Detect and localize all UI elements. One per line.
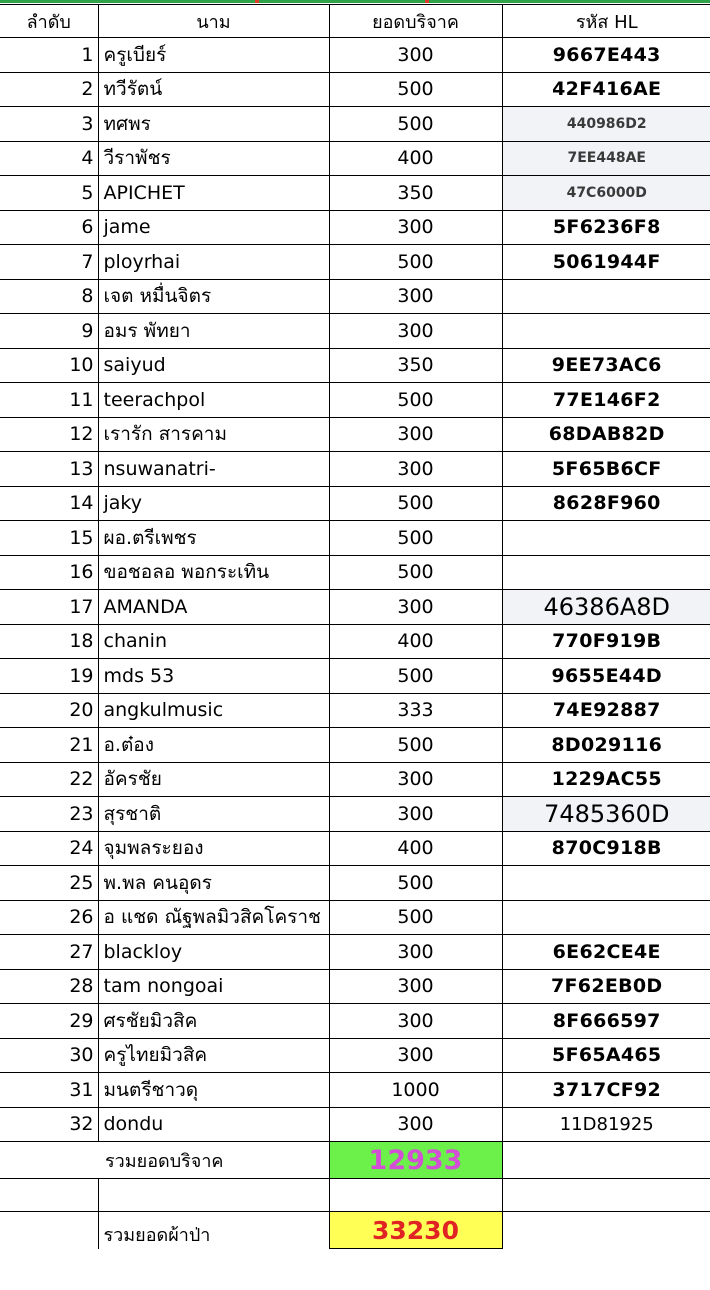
row-name: chanin [98,624,329,659]
row-code: 5061944F [502,245,710,280]
row-name: อัครชัย [98,762,329,797]
row-amount: 300 [329,762,502,797]
row-name: เจต หมื่นจิตร [98,279,329,314]
table-row [0,866,710,901]
table-row [0,383,710,418]
row-index: 20 [0,693,98,728]
row-name: dondu [98,1107,329,1142]
row-amount: 1000 [329,1073,502,1108]
row-code [502,314,710,349]
row-index: 19 [0,659,98,694]
row-code: 6E62CE4E [502,935,710,970]
row-name: ทวีรัตน์ [98,72,329,107]
row-name: APICHET [98,176,329,211]
row-code: 46386A8D [502,590,710,625]
row-index: 10 [0,348,98,383]
table-row [0,1004,710,1039]
row-amount: 300 [329,417,502,452]
row-name: สุรชาติ [98,797,329,832]
table-row [0,486,710,521]
row-amount: 300 [329,314,502,349]
row-name: จุมพลระยอง [98,831,329,866]
header-name: นาม [98,5,329,38]
empty-cell [502,1179,710,1212]
row-code: 9EE73AC6 [502,348,710,383]
row-code: 440986D2 [502,107,710,142]
top-border-mark [425,0,429,3]
row-name: อ แชด ณัฐพลมิวสิคโคราช [98,900,329,935]
table-row [0,38,710,73]
table-row [0,624,710,659]
row-amount: 300 [329,590,502,625]
donation-table [0,4,710,1249]
row-index: 32 [0,1107,98,1142]
table-row [0,762,710,797]
header-code: รหัส HL [502,5,710,38]
row-code: 47C6000D [502,176,710,211]
row-amount: 400 [329,141,502,176]
row-index: 8 [0,279,98,314]
table-row [0,728,710,763]
row-name: saiyud [98,348,329,383]
table-row [0,314,710,349]
row-name: tam nongoai [98,969,329,1004]
table-row [0,831,710,866]
row-amount: 500 [329,486,502,521]
row-name: อมร พัทยา [98,314,329,349]
row-code: 5F65B6CF [502,452,710,487]
table-row [0,693,710,728]
row-amount: 350 [329,348,502,383]
row-code: 68DAB82D [502,417,710,452]
row-name: blackloy [98,935,329,970]
row-code: 8D029116 [502,728,710,763]
row-name: jaky [98,486,329,521]
row-index: 12 [0,417,98,452]
row-name: ขอชอลอ พอกระเทิน [98,555,329,590]
row-name: ployrhai [98,245,329,280]
row-index: 9 [0,314,98,349]
row-index: 27 [0,935,98,970]
row-index: 17 [0,590,98,625]
header-row [0,5,710,38]
row-index: 1 [0,38,98,73]
row-amount: 500 [329,72,502,107]
row-name: ศรชัยมิวสิค [98,1004,329,1039]
row-name: วีราพัชร [98,141,329,176]
row-code [502,900,710,935]
row-code: 9655E44D [502,659,710,694]
row-code: 8F666597 [502,1004,710,1039]
row-index: 4 [0,141,98,176]
table-row [0,417,710,452]
table-row [0,1038,710,1073]
table-row [0,1073,710,1108]
empty-cell [0,1212,98,1249]
table-row [0,797,710,832]
row-amount: 300 [329,452,502,487]
row-index: 31 [0,1073,98,1108]
row-index: 11 [0,383,98,418]
row-amount: 400 [329,831,502,866]
row-name: เรารัก สารคาม [98,417,329,452]
row-code: 11D81925 [502,1107,710,1142]
table-row [0,555,710,590]
row-amount: 300 [329,969,502,1004]
empty-cell [329,1179,502,1212]
row-amount: 500 [329,383,502,418]
table-row [0,900,710,935]
row-name: ทศพร [98,107,329,142]
empty-cell [0,1179,98,1212]
row-code: 3717CF92 [502,1073,710,1108]
row-amount: 500 [329,900,502,935]
row-amount: 300 [329,38,502,73]
row-index: 30 [0,1038,98,1073]
table-row [0,176,710,211]
row-amount: 300 [329,1038,502,1073]
row-amount: 300 [329,210,502,245]
row-index: 3 [0,107,98,142]
row-amount: 333 [329,693,502,728]
row-amount: 500 [329,245,502,280]
row-index: 28 [0,969,98,1004]
row-name: teerachpol [98,383,329,418]
row-index: 23 [0,797,98,832]
row-index: 25 [0,866,98,901]
donation-total-label: รวมยอดบริจาค [0,1142,329,1179]
row-index: 7 [0,245,98,280]
forest-total-row [0,1212,710,1249]
row-index: 29 [0,1004,98,1039]
row-code: 770F919B [502,624,710,659]
row-name: angkulmusic [98,693,329,728]
table-row [0,348,710,383]
table-row [0,452,710,487]
row-name: มนตรีชาวดุ [98,1073,329,1108]
row-amount: 300 [329,1107,502,1142]
header-amount: ยอดบริจาค [329,5,502,38]
row-code [502,555,710,590]
row-amount: 400 [329,624,502,659]
table-row [0,590,710,625]
row-name: ครูไทยมิวสิค [98,1038,329,1073]
table-row [0,245,710,280]
table-row [0,659,710,694]
table-row [0,969,710,1004]
row-name: AMANDA [98,590,329,625]
row-name: ผอ.ตรีเพชร [98,521,329,556]
table-row [0,521,710,556]
top-border [0,0,710,3]
table-row [0,1107,710,1142]
row-index: 5 [0,176,98,211]
forest-total-label: รวมยอดผ้าป่า [98,1212,329,1249]
row-amount: 500 [329,728,502,763]
row-name: jame [98,210,329,245]
row-code [502,866,710,901]
row-code: 5F6236F8 [502,210,710,245]
table-row [0,935,710,970]
row-index: 2 [0,72,98,107]
header-index: ลำดับ [0,5,98,38]
table-row [0,107,710,142]
row-code: 77E146F2 [502,383,710,418]
row-name: ครูเบียร์ [98,38,329,73]
row-code: 7F62EB0D [502,969,710,1004]
row-name: mds 53 [98,659,329,694]
row-code: 9667E443 [502,38,710,73]
row-code: 870C918B [502,831,710,866]
empty-cell [98,1179,329,1212]
spacer-row [0,1179,710,1212]
donation-total-row [0,1142,710,1179]
empty-cell [502,1212,710,1249]
row-index: 14 [0,486,98,521]
row-amount: 500 [329,866,502,901]
row-index: 26 [0,900,98,935]
table-row [0,141,710,176]
forest-total-value: 33230 [329,1212,502,1249]
row-code: 8628F960 [502,486,710,521]
row-name: nsuwanatri- [98,452,329,487]
row-amount: 350 [329,176,502,211]
row-code [502,279,710,314]
row-amount: 300 [329,279,502,314]
top-border-mark [255,0,259,3]
row-code: 7485360D [502,797,710,832]
row-amount: 300 [329,797,502,832]
row-index: 18 [0,624,98,659]
row-index: 22 [0,762,98,797]
row-amount: 300 [329,1004,502,1039]
row-amount: 500 [329,107,502,142]
row-amount: 500 [329,521,502,556]
row-name: พ.พล คนอุดร [98,866,329,901]
row-code: 1229AC55 [502,762,710,797]
table-row [0,279,710,314]
row-amount: 500 [329,659,502,694]
row-code: 5F65A465 [502,1038,710,1073]
empty-cell [502,1142,710,1179]
row-code: 42F416AE [502,72,710,107]
row-code: 74E92887 [502,693,710,728]
row-index: 21 [0,728,98,763]
row-index: 6 [0,210,98,245]
table-row [0,210,710,245]
row-name: อ.ต๋อง [98,728,329,763]
row-index: 13 [0,452,98,487]
row-amount: 300 [329,935,502,970]
row-index: 15 [0,521,98,556]
row-code [502,521,710,556]
table-row [0,72,710,107]
row-index: 16 [0,555,98,590]
row-code: 7EE448AE [502,141,710,176]
donation-total-value: 12933 [329,1142,502,1179]
row-amount: 500 [329,555,502,590]
row-index: 24 [0,831,98,866]
